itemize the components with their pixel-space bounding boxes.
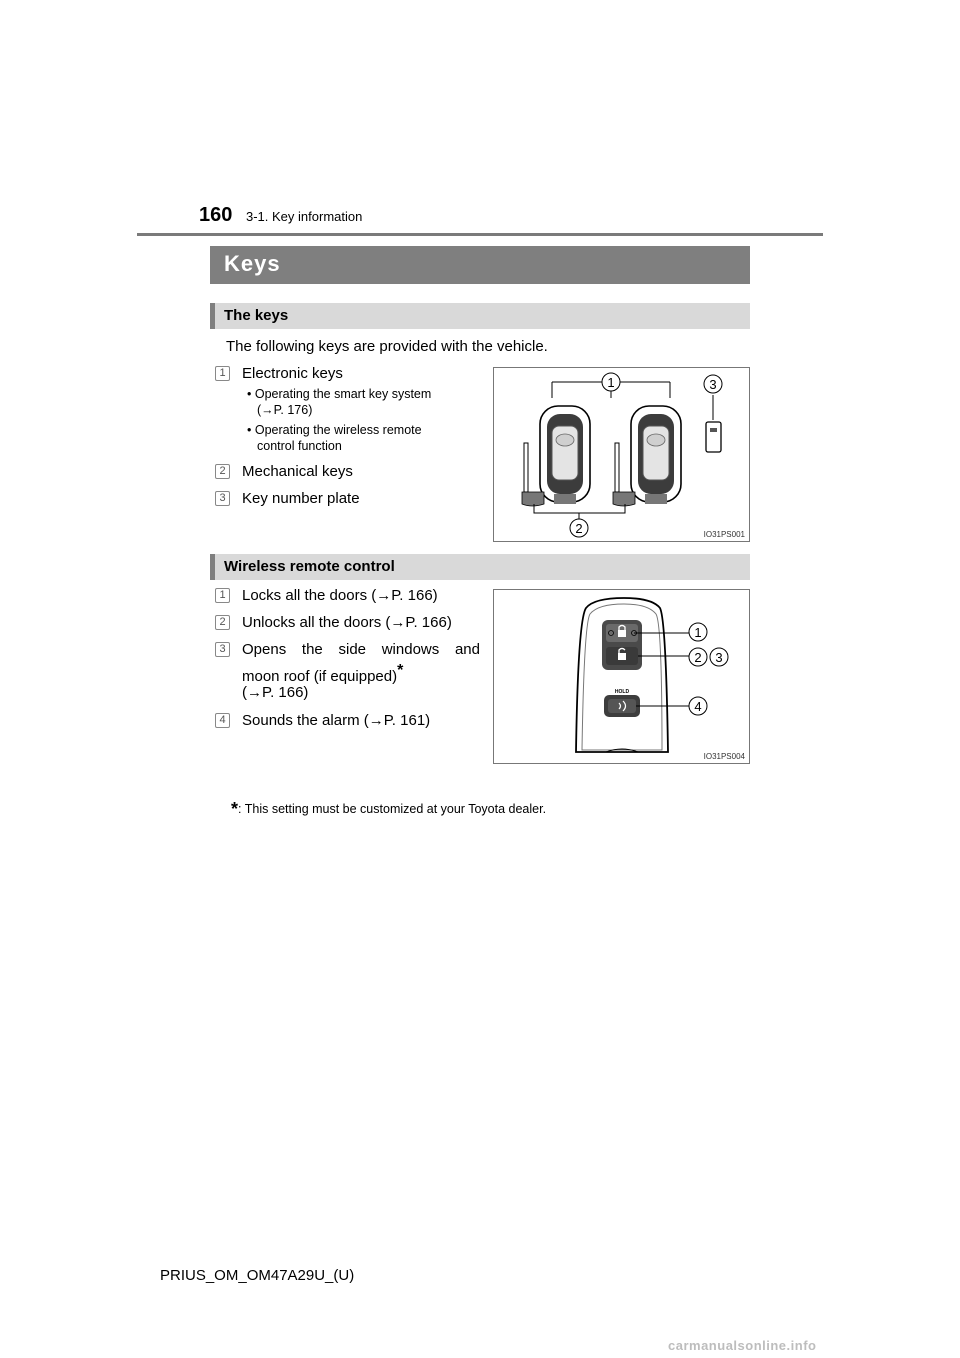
callout-4: 4 [694,699,702,714]
figure-code: IO31PS001 [703,530,745,539]
asterisk-marker: * [397,662,404,679]
hold-label: HOLD [614,689,630,695]
bullet-line: • Operating the wireless remote [247,423,422,437]
footnote-text: : This setting must be customized at your Toyota dealer. [238,802,547,816]
item-label-line2: moon roof (if equipped) [242,668,398,685]
remote-figure [493,589,750,764]
keys-figure [493,367,750,542]
the-keys-heading-bar [210,303,750,329]
the-keys-heading: The keys [224,307,289,324]
wireless-remote-heading: Wireless remote control [224,558,395,575]
item-number-badge: 2 [215,464,230,479]
page-number: 160 [199,204,233,226]
remote-illustration [494,590,749,763]
figure-code: IO31PS004 [703,752,745,761]
item-label: Electronic keys [242,365,343,382]
item-number-badge: 1 [215,588,230,603]
item-label: Locks all the doors (→P. 166) [242,587,438,604]
document-code: PRIUS_OM_OM47A29U_(U) [160,1267,355,1284]
callout-2: 2 [694,650,702,665]
keys-illustration [494,368,749,541]
footnote [231,797,546,818]
item-number-badge: 2 [215,615,230,630]
callout-2: 2 [575,521,583,536]
item-label: Unlocks all the doors (→P. 166) [242,614,452,631]
page-title: Keys [224,251,281,276]
callout-1: 1 [694,625,702,640]
section-reference: 3-1. Key information [246,209,363,224]
item-label-cont [242,662,403,685]
item-number-badge: 1 [215,366,230,381]
item-number-badge: 4 [215,713,230,728]
page-title-bar [210,246,750,284]
keys-intro: The following keys are provided with the vehicle. [226,338,548,355]
footnote-marker: * [231,799,239,819]
callout-1: 1 [607,375,615,390]
item-label: Mechanical keys [242,463,353,480]
item-number-badge: 3 [215,491,230,506]
watermark: carmanualsonline.info [668,1338,817,1353]
bullet-line: • Operating the smart key system [247,387,432,401]
wireless-remote-heading-bar [210,554,750,580]
item-number-badge: 3 [215,642,230,657]
bullet-line: (→P. 176) [257,403,313,417]
bullet-line: control function [257,439,342,453]
item-label: Opens the side windows and [242,641,480,658]
item-label: Sounds the alarm (→P. 161) [242,712,431,729]
item-label-line3: (→P. 166) [242,684,309,701]
callout-3: 3 [715,650,723,665]
callout-3: 3 [709,377,717,392]
item-label: Key number plate [242,490,360,507]
header-rule [137,233,823,236]
